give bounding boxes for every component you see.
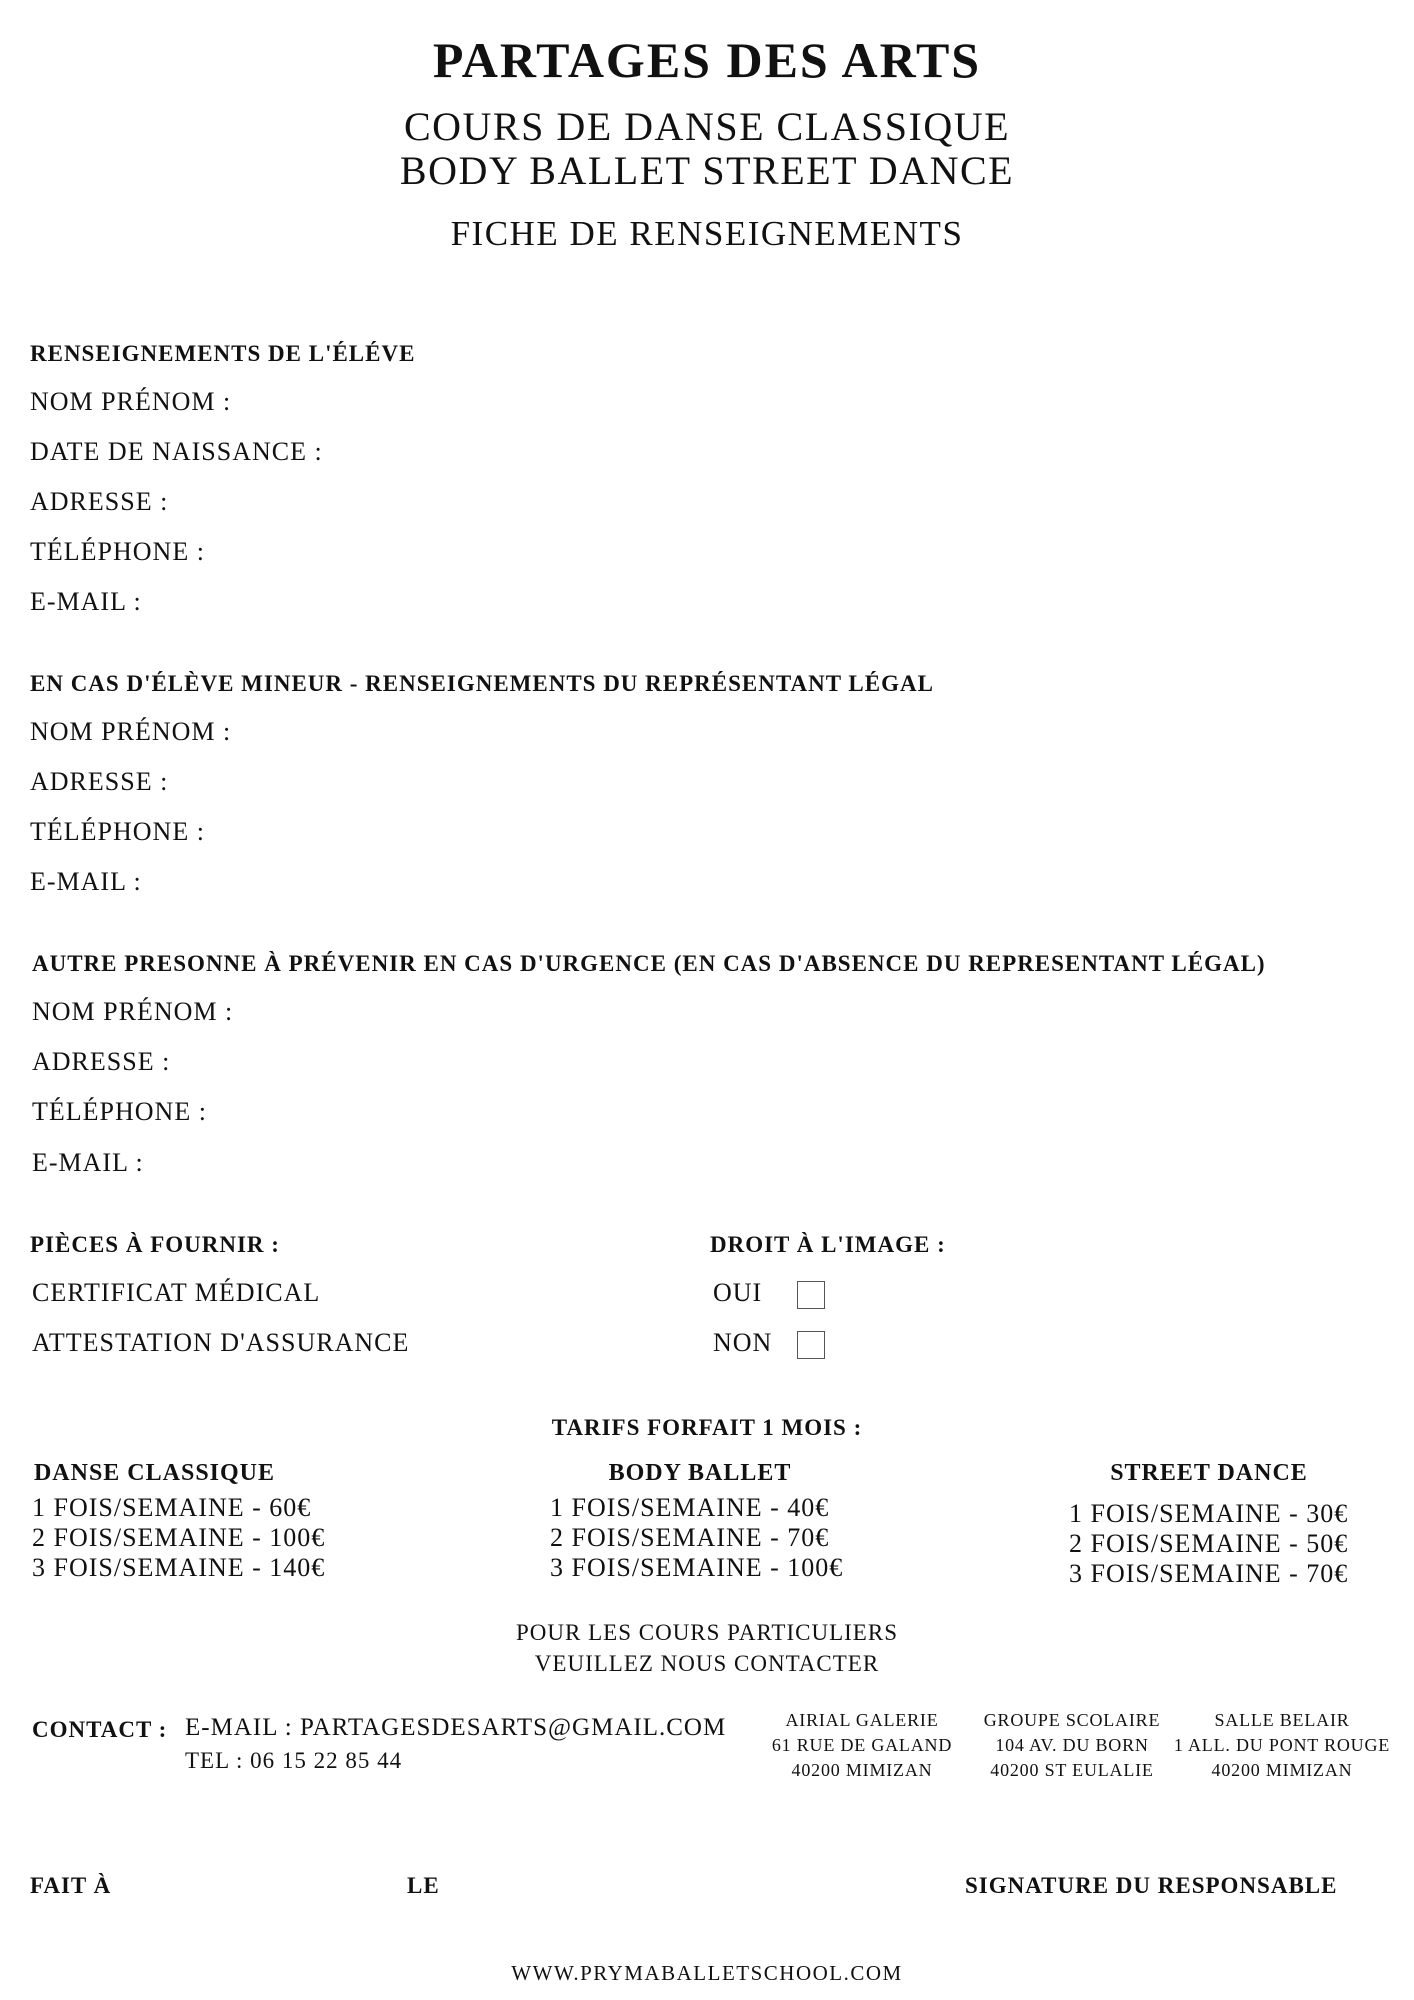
price-line: 3 FOIS/SEMAINE - 140€ [32,1553,326,1582]
venue-street: 104 AV. DU BORN [995,1735,1149,1755]
venue-name: AIRIAL GALERIE [785,1710,939,1730]
guardian-address-field[interactable]: ADRESSE : [30,767,169,796]
footer-website-link[interactable]: WWW.PRYMABALLETSCHOOL.COM [511,1961,903,1985]
signature-place-label[interactable]: FAIT À [30,1873,112,1898]
pricing-heading: TARIFS FORFAIT 1 MOIS : [551,1415,863,1440]
contact-label: CONTACT : [32,1717,168,1742]
subtitle-line-1: COURS DE DANSE CLASSIQUE [403,104,1011,149]
documents-heading: PIÈCES À FOURNIR : [30,1232,280,1257]
private-lessons-note [0,1617,1414,1679]
pricing-column-title: BODY BALLET [608,1460,792,1486]
signature-responsible-label[interactable]: SIGNATURE DU RESPONSABLE [965,1873,1338,1898]
pricing-column-title: DANSE CLASSIQUE [33,1460,276,1486]
image-rights-yes-checkbox[interactable] [797,1281,825,1309]
price-line: 3 FOIS/SEMAINE - 100€ [550,1553,844,1582]
venue-salle-belair [1172,1708,1392,1783]
pricing-column-street-dance [1069,1460,1414,1589]
venue-street: 1 ALL. DU PONT ROUGE [1173,1735,1391,1755]
private-lessons-line-2: VEUILLEZ NOUS CONTACTER [534,1651,880,1676]
guardian-name-field[interactable]: NOM PRÉNOM : [30,717,232,746]
price-line: 2 FOIS/SEMAINE - 100€ [32,1523,326,1552]
price-line: 1 FOIS/SEMAINE - 30€ [1069,1499,1349,1528]
emergency-address-field[interactable]: ADRESSE : [32,1047,171,1076]
student-section-heading: RENSEIGNEMENTS DE L'ÉLÉVE [30,341,416,366]
image-rights-no-checkbox[interactable] [797,1331,825,1359]
contact-phone[interactable]: TEL : 06 15 22 85 44 [185,1748,403,1773]
document-insurance-certificate: ATTESTATION D'ASSURANCE [32,1328,410,1357]
student-name-field[interactable]: NOM PRÉNOM : [30,387,232,416]
private-lessons-line-1: POUR LES COURS PARTICULIERS [516,1620,898,1645]
form-title: FICHE DE RENSEIGNEMENTS [450,214,964,253]
pricing-column-danse-classique [32,1460,392,1583]
page-title: PARTAGES DES ARTS [432,32,982,88]
price-line: 3 FOIS/SEMAINE - 70€ [1069,1559,1349,1588]
subtitle-line-2: BODY BALLET STREET DANCE [399,148,1015,193]
venue-city: 40200 MIMIZAN [791,1760,933,1780]
emergency-phone-field[interactable]: TÉLÉPHONE : [32,1097,207,1126]
price-line: 2 FOIS/SEMAINE - 70€ [550,1523,830,1552]
document-medical-certificate: CERTIFICAT MÉDICAL [32,1278,321,1307]
pricing-column-title: STREET DANCE [1110,1460,1308,1486]
student-phone-field[interactable]: TÉLÉPHONE : [30,537,205,566]
guardian-phone-field[interactable]: TÉLÉPHONE : [30,817,205,846]
student-email-field[interactable]: E-MAIL : [30,587,142,616]
venue-city: 40200 MIMIZAN [1211,1760,1353,1780]
image-rights-no-label: NON [713,1328,773,1357]
image-rights-heading: DROIT À L'IMAGE : [710,1232,946,1257]
venue-name: GROUPE SCOLAIRE [983,1710,1161,1730]
venue-groupe-scolaire [962,1708,1182,1783]
student-birthdate-field[interactable]: DATE DE NAISSANCE : [30,437,323,466]
venue-street: 61 RUE DE GALAND [771,1735,953,1755]
guardian-section-heading: EN CAS D'ÉLÈVE MINEUR - RENSEIGNEMENTS DU REPRÉSENTANT LÉGAL [30,671,934,696]
signature-date-label[interactable]: LE [407,1873,440,1898]
emergency-name-field[interactable]: NOM PRÉNOM : [32,997,234,1026]
image-rights-yes-label: OUI [713,1278,763,1307]
price-line: 1 FOIS/SEMAINE - 40€ [550,1493,830,1522]
venue-airial-galerie [752,1708,972,1783]
guardian-email-field[interactable]: E-MAIL : [30,867,142,896]
price-line: 1 FOIS/SEMAINE - 60€ [32,1493,312,1522]
student-address-field[interactable]: ADRESSE : [30,487,169,516]
pricing-column-body-ballet [550,1460,910,1583]
emergency-email-field[interactable]: E-MAIL : [32,1148,144,1177]
venue-city: 40200 ST EULALIE [990,1760,1154,1780]
price-line: 2 FOIS/SEMAINE - 50€ [1069,1529,1349,1558]
venue-name: SALLE BELAIR [1214,1710,1350,1730]
contact-email[interactable]: E-MAIL : PARTAGESDESARTS@GMAIL.COM [185,1714,727,1741]
emergency-section-heading: AUTRE PRESONNE À PRÉVENIR EN CAS D'URGENCE (EN CAS D'ABSENCE DU REPRESENTANT LÉGAL) [32,951,1266,976]
